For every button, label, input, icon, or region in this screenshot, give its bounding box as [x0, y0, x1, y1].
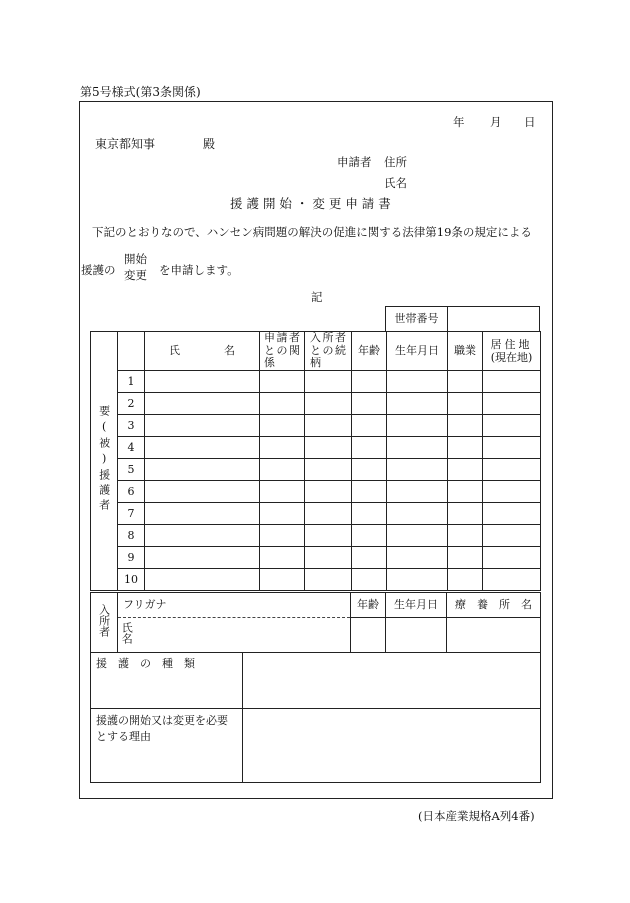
cell-age[interactable] [352, 371, 387, 393]
cell-age[interactable] [352, 459, 387, 481]
row-number: 6 [118, 481, 145, 503]
cell-residence[interactable] [483, 503, 541, 525]
header-residence-line1: 居住地 [490, 337, 533, 351]
cell-relation[interactable] [260, 437, 305, 459]
resident-birthdate-value[interactable] [386, 618, 447, 653]
cell-relation[interactable] [260, 569, 305, 591]
cell-birthdate[interactable] [387, 459, 448, 481]
row-number: 7 [118, 503, 145, 525]
cell-birthdate[interactable] [387, 569, 448, 591]
date-year: 年 [453, 115, 465, 129]
header-relation: 申請者との関係 [260, 332, 305, 371]
resident-name-cell[interactable] [118, 618, 351, 653]
cell-birthdate[interactable] [387, 503, 448, 525]
cell-relation[interactable] [260, 547, 305, 569]
cell-age[interactable] [352, 503, 387, 525]
cell-occupation[interactable] [448, 371, 483, 393]
assistance-type-value[interactable] [243, 653, 541, 709]
cell-occupation[interactable] [448, 503, 483, 525]
cell-residence[interactable] [483, 459, 541, 481]
row-number: 5 [118, 459, 145, 481]
header-birthdate: 生年月日 [387, 332, 448, 371]
cell-name[interactable] [145, 437, 260, 459]
cell-birthdate[interactable] [387, 481, 448, 503]
cell-relationship[interactable] [305, 459, 352, 481]
cell-residence[interactable] [483, 371, 541, 393]
cell-relation[interactable] [260, 371, 305, 393]
row-group-label-cell [91, 332, 118, 591]
date-month: 月 [490, 115, 502, 129]
reason-label: 援護の開始又は変更を必要とする理由 [96, 714, 228, 743]
cell-occupation[interactable] [448, 415, 483, 437]
cell-residence[interactable] [483, 393, 541, 415]
cell-residence[interactable] [483, 569, 541, 591]
date-day: 日 [524, 115, 536, 129]
cell-age[interactable] [352, 569, 387, 591]
document-title: 援 護 開 始 ・ 変 更 申 請 書 [230, 196, 391, 211]
resident-label: 入所者 [97, 604, 111, 638]
household-number-label: 世帯番号 [386, 307, 448, 332]
cell-relationship[interactable] [305, 525, 352, 547]
cell-residence[interactable] [483, 415, 541, 437]
cell-name[interactable] [145, 415, 260, 437]
honorific: 殿 [203, 137, 216, 151]
body-suffix: を申請します。 [159, 263, 239, 277]
cell-name[interactable] [145, 393, 260, 415]
household-number-table [385, 306, 540, 332]
option-start: 開始 [124, 252, 147, 266]
resident-age-label: 年齢 [351, 593, 386, 618]
persons-table [90, 331, 541, 591]
row-number: 10 [118, 569, 145, 591]
cell-age[interactable] [352, 481, 387, 503]
cell-occupation[interactable] [448, 525, 483, 547]
body-prefix: 援護の [81, 263, 116, 277]
cell-occupation[interactable] [448, 481, 483, 503]
resident-table [90, 592, 541, 653]
cell-relationship[interactable] [305, 503, 352, 525]
footer-note: (日本産業規格A列4番) [418, 809, 535, 823]
form-label: 第5号様式(第3条関係) [80, 85, 201, 99]
header-residence [483, 332, 541, 371]
table-row [91, 503, 541, 525]
row-number: 2 [118, 393, 145, 415]
cell-relation[interactable] [260, 393, 305, 415]
cell-occupation[interactable] [448, 547, 483, 569]
cell-relationship[interactable] [305, 415, 352, 437]
resident-age-value[interactable] [351, 618, 386, 653]
assistance-type-label: 援 護 の 種 類 [91, 653, 243, 709]
cell-relation[interactable] [260, 503, 305, 525]
cell-occupation[interactable] [448, 437, 483, 459]
applicant-address-label: 住所 [384, 155, 407, 169]
table-row [91, 481, 541, 503]
cell-relation[interactable] [260, 415, 305, 437]
cell-relation[interactable] [260, 525, 305, 547]
furigana-cell[interactable] [118, 593, 351, 618]
cell-relationship[interactable] [305, 547, 352, 569]
cell-age[interactable] [352, 415, 387, 437]
cell-age[interactable] [352, 547, 387, 569]
cell-name[interactable] [145, 547, 260, 569]
header-residence-line2: (現在地) [490, 351, 533, 364]
row-group-label: 要(被)援護者 [97, 404, 111, 514]
table-row [91, 525, 541, 547]
ki-label: 記 [311, 290, 323, 304]
resident-name-label: 氏名 [120, 622, 134, 645]
cell-name[interactable] [145, 525, 260, 547]
row-number: 8 [118, 525, 145, 547]
cell-birthdate[interactable] [387, 393, 448, 415]
reason-label-cell [91, 709, 243, 783]
cell-relationship[interactable] [305, 371, 352, 393]
option-change: 変更 [124, 268, 147, 282]
table-row [91, 547, 541, 569]
cell-name[interactable] [145, 481, 260, 503]
table-row [91, 569, 541, 591]
row-number: 1 [118, 371, 145, 393]
cell-age[interactable] [352, 393, 387, 415]
header-age: 年齢 [352, 332, 387, 371]
cell-birthdate[interactable] [387, 371, 448, 393]
cell-age[interactable] [352, 437, 387, 459]
cell-name[interactable] [145, 371, 260, 393]
cell-name[interactable] [145, 503, 260, 525]
resident-label-cell [91, 593, 118, 653]
cell-residence[interactable] [483, 525, 541, 547]
cell-birthdate[interactable] [387, 525, 448, 547]
header-occupation: 職業 [448, 332, 483, 371]
cell-occupation[interactable] [448, 393, 483, 415]
resident-birthdate-label: 生年月日 [386, 593, 447, 618]
table-row [91, 459, 541, 481]
cell-age[interactable] [352, 525, 387, 547]
body-line1: 下記のとおりなので、ハンセン病問題の解決の促進に関する法律第19条の規定による [92, 225, 532, 239]
applicant-label: 申請者 [337, 155, 372, 169]
cell-relationship[interactable] [305, 437, 352, 459]
table-row [91, 437, 541, 459]
cell-relationship[interactable] [305, 393, 352, 415]
cell-birthdate[interactable] [387, 415, 448, 437]
row-number: 9 [118, 547, 145, 569]
header-name: 氏 名 [145, 332, 260, 371]
cell-name[interactable] [145, 459, 260, 481]
cell-occupation[interactable] [448, 569, 483, 591]
resident-facility-label: 療 養 所 名 [447, 593, 541, 618]
cell-residence[interactable] [483, 481, 541, 503]
cell-occupation[interactable] [448, 459, 483, 481]
header-relationship: 入所者との続柄 [305, 332, 352, 371]
cell-name[interactable] [145, 569, 260, 591]
resident-facility-value[interactable] [447, 618, 541, 653]
table-row [91, 415, 541, 437]
table-row [91, 393, 541, 415]
table-row [91, 371, 541, 393]
cell-relation[interactable] [260, 481, 305, 503]
cell-residence[interactable] [483, 547, 541, 569]
cell-relationship[interactable] [305, 569, 352, 591]
cell-relation[interactable] [260, 459, 305, 481]
cell-birthdate[interactable] [387, 437, 448, 459]
header-blank [118, 332, 145, 371]
addressee: 東京都知事 [95, 137, 156, 151]
cell-relationship[interactable] [305, 481, 352, 503]
row-number: 3 [118, 415, 145, 437]
furigana-label: フリガナ [123, 598, 167, 612]
cell-birthdate[interactable] [387, 547, 448, 569]
assistance-table [90, 652, 541, 783]
row-number: 4 [118, 437, 145, 459]
reason-value[interactable] [243, 709, 541, 783]
cell-residence[interactable] [483, 437, 541, 459]
applicant-name-label: 氏名 [384, 176, 407, 190]
household-number-value[interactable] [448, 307, 540, 332]
